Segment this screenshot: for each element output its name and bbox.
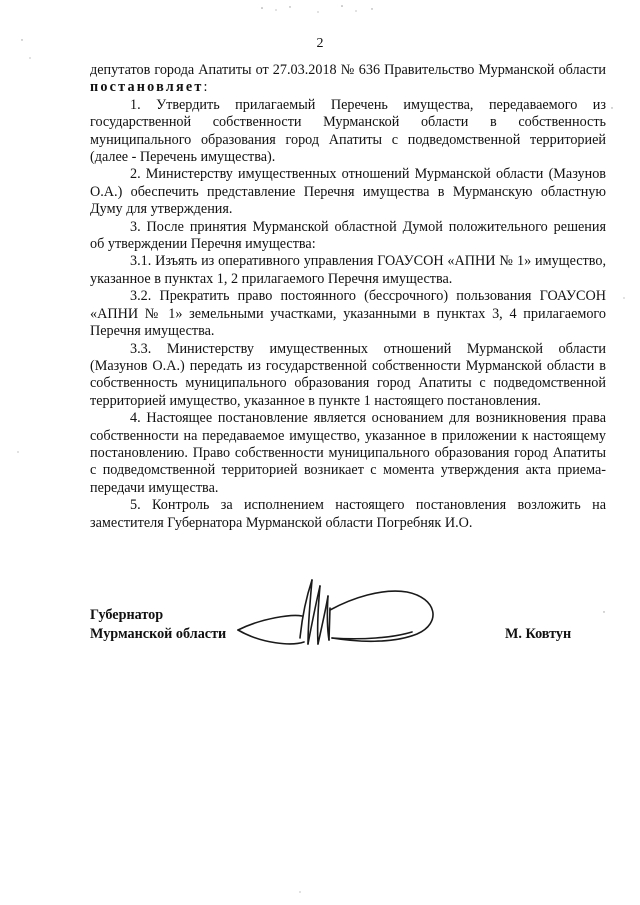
paragraph-3-2: 3.2. Прекратить право постоянного (бессрочного) пользования ГОАУСОН «АПНИ № 1» земельными участками, указанными в пунктах 3, 4 прилагаемого Перечня имущества. [90,288,606,340]
signatory-name: М. Ковтун [505,626,572,642]
opening-colon: : [203,79,208,96]
signatory-title-line2: Мурманской области [90,626,227,642]
signatory-title-line1: Губернатор [90,607,164,623]
opening-text: депутатов города Апатиты от 27.03.2018 № 636 Правительство Мурманской области [90,62,606,78]
handwritten-signature [232,568,452,668]
paragraph-4: 4. Настоящее постановление является основанием для возникновения права собственности на передаваемое имущество, указанное в приложении к настоящему постановлению. Право собственности муниципального образования город Апатиты с подведомственной территорией возникает с момента утверждения акта приема-передачи имущества. [90,410,606,496]
paragraph-2: 2. Министерству имущественных отношений Мурманской области (Мазунов О.А.) обеспечить представление Перечня имущества в Мурманскую областную Думу для утверждения. [90,166,606,218]
page-number: 2 [316,36,324,51]
opening-paragraph [90,62,606,97]
document-body [90,62,606,532]
signatory-title [90,606,226,644]
resolution-keyword: постановляет [90,79,204,96]
paragraph-3: 3. После принятия Мурманской областной Думой положительного решения об утверждении Перечня имущества: [90,218,606,253]
paragraph-3-1: 3.1. Изъять из оперативного управления ГОАУСОН «АПНИ № 1» имущество, указанное в пунктах 1, 2 прилагаемого Перечня имущества. [90,253,606,287]
paragraph-1: 1. Утвердить прилагаемый Перечень имущества, передаваемого из государственной собственности Мурманской области в собственность муниципального образования город Апатиты с подведомственной территорией (далее - Перечень имущества). [90,96,606,166]
paragraph-3-3: 3.3. Министерству имущественных отношений Мурманской области (Мазунов О.А.) передать из государственной собственности Мурманской области в собственность муниципального образования город Апатиты с подведомственной территорией имущество, указанное в пункте 1 настоящего постановления. [90,340,606,409]
paragraph-5: 5. Контроль за исполнением настоящего постановления возложить на заместителя Губернатора Мурманской области Погребняк И.О. [90,497,606,531]
